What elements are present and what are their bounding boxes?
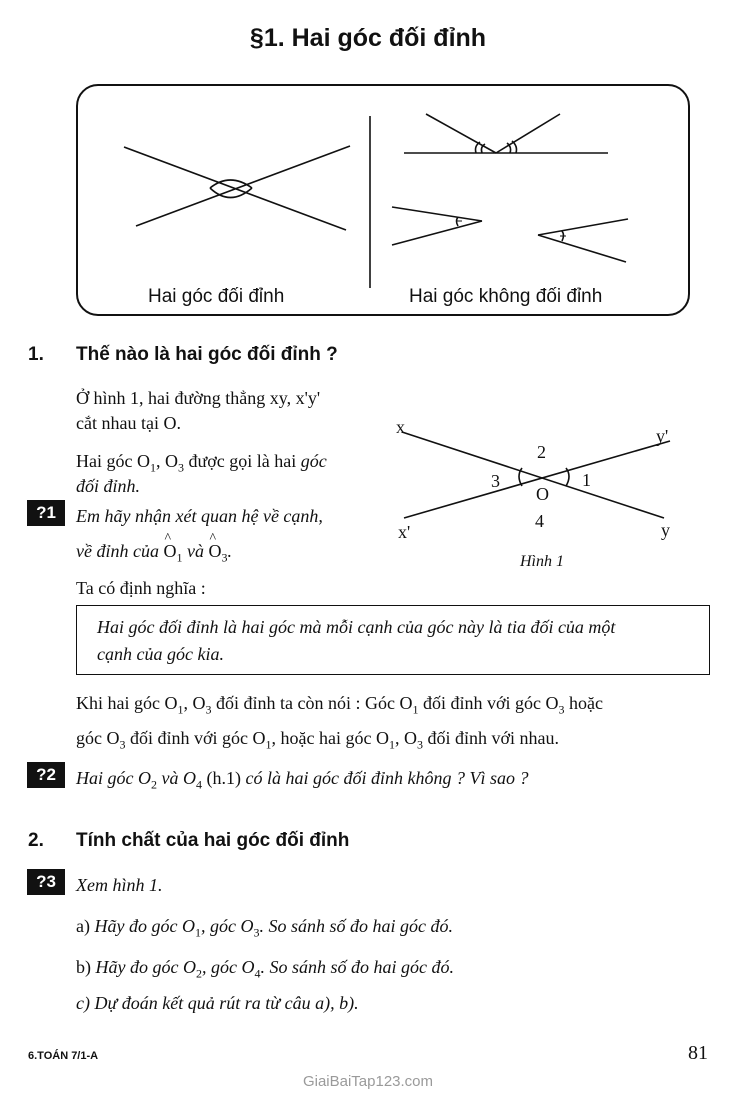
para-definition-intro-line2: đối đỉnh. — [76, 476, 141, 496]
fig1-label-x: x — [396, 417, 405, 437]
item-c: c) Dự đoán kết quả rút ra từ câu a), b). — [76, 993, 359, 1013]
fig1-label-o: O — [536, 484, 549, 504]
fig1-label-3: 3 — [491, 471, 500, 491]
para-intro-line1: Ở hình 1, hai đường thẳng xy, x'y' — [76, 388, 321, 408]
question1-line1: Em hãy nhận xét quan hệ về cạnh, — [76, 506, 323, 526]
question1-line2: về đỉnh của ^ $O_1$ và ^ $O_3$. — [76, 538, 232, 571]
para-definition-intro: Hai góc $O_1$, $O_3$ được gọi là hai góc — [76, 451, 327, 475]
label-opposite-angles: Hai góc đối đỉnh — [148, 286, 285, 307]
question2-text: Hai góc $O_2$ và $O_4$ (h.1) có là hai góc đối đỉnh không ? Vì sao ? — [76, 768, 529, 792]
watermark: GiaiBaiTap123.com — [302, 1073, 434, 1090]
para-also-say-line2: góc $O_3$ đối đỉnh với góc $O_1$, hoặc hai góc $O_1$, $O_3$ đối đỉnh với nhau. — [76, 728, 559, 752]
fig1-label-4: 4 — [535, 511, 544, 531]
para-also-say-line1: Khi hai góc $O_1$, $O_3$ đối đỉnh ta còn nói : Góc $O_1$ đối đỉnh với góc $O_3$ hoặc — [76, 693, 603, 717]
fig1-label-y: y — [661, 520, 670, 540]
fig1-label-2: 2 — [537, 442, 546, 462]
definition-intro: Ta có định nghĩa : — [76, 578, 206, 598]
question3-text: Xem hình 1. — [76, 875, 163, 895]
fig1-label-x-prime: x' — [398, 522, 411, 542]
definition-line1: Hai góc đối đỉnh là hai góc mà mỗi cạnh của góc này là tia đối của một — [97, 617, 616, 637]
question2-badge: ?2 — [27, 762, 65, 788]
fig1-label-1: 1 — [582, 470, 591, 490]
definition-box — [76, 605, 710, 675]
page-title: §1. Hai góc đối đỉnh — [249, 24, 487, 52]
section2-number: 2. — [28, 830, 44, 851]
page-number: 81 — [688, 1042, 708, 1064]
question3-badge: ?3 — [27, 869, 65, 895]
fig1-caption: Hình 1 — [520, 553, 564, 570]
section1-title: Thế nào là hai góc đối đỉnh ? — [76, 344, 338, 365]
fig1-label-y-prime: y' — [656, 426, 669, 446]
para-intro-line2: cắt nhau tại O. — [76, 413, 181, 433]
section1-number: 1. — [28, 344, 44, 365]
footer-book-code: 6.TOÁN 7/1-A — [28, 1050, 99, 1062]
item-b: b) Hãy đo góc $O_2$, góc $O_4$. So sánh số đo hai góc đó. — [76, 957, 454, 981]
line-xy — [402, 432, 664, 518]
item-a: a) Hãy đo góc $O_1$, góc $O_3$. So sánh số đo hai góc đó. — [76, 916, 453, 940]
question1-badge: ?1 — [27, 500, 65, 526]
section2-title: Tính chất của hai góc đối đỉnh — [76, 830, 350, 851]
definition-line2: cạnh của góc kia. — [97, 644, 224, 664]
label-non-opposite-angles: Hai góc không đối đỉnh — [409, 286, 603, 307]
